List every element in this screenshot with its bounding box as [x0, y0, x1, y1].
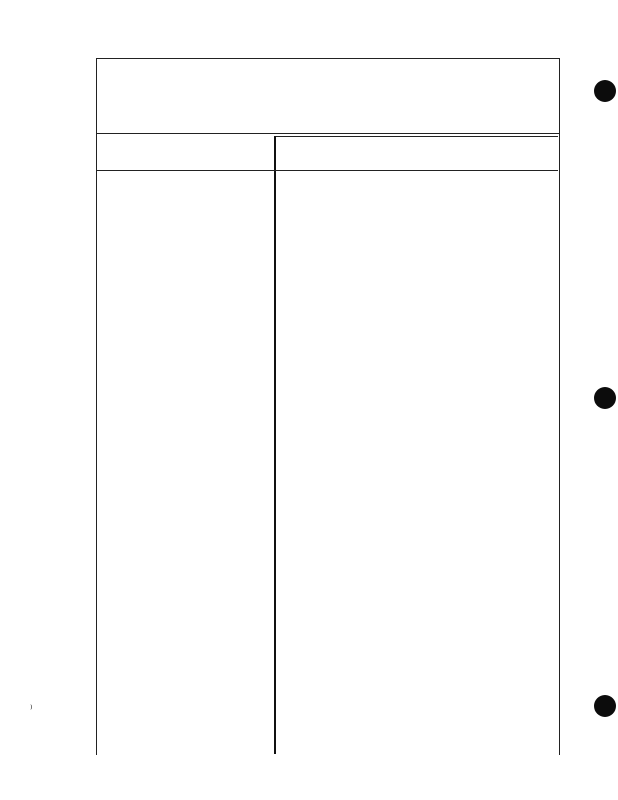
margin-mark: ⁾	[30, 704, 33, 715]
document-header	[97, 59, 559, 134]
right-header-rule	[276, 136, 558, 137]
document-table-frame	[96, 58, 560, 755]
binder-hole-bottom	[594, 695, 616, 717]
column-divider	[274, 136, 276, 754]
header-rule	[96, 170, 558, 171]
binder-hole-middle	[594, 387, 616, 409]
binder-hole-top	[594, 80, 616, 102]
